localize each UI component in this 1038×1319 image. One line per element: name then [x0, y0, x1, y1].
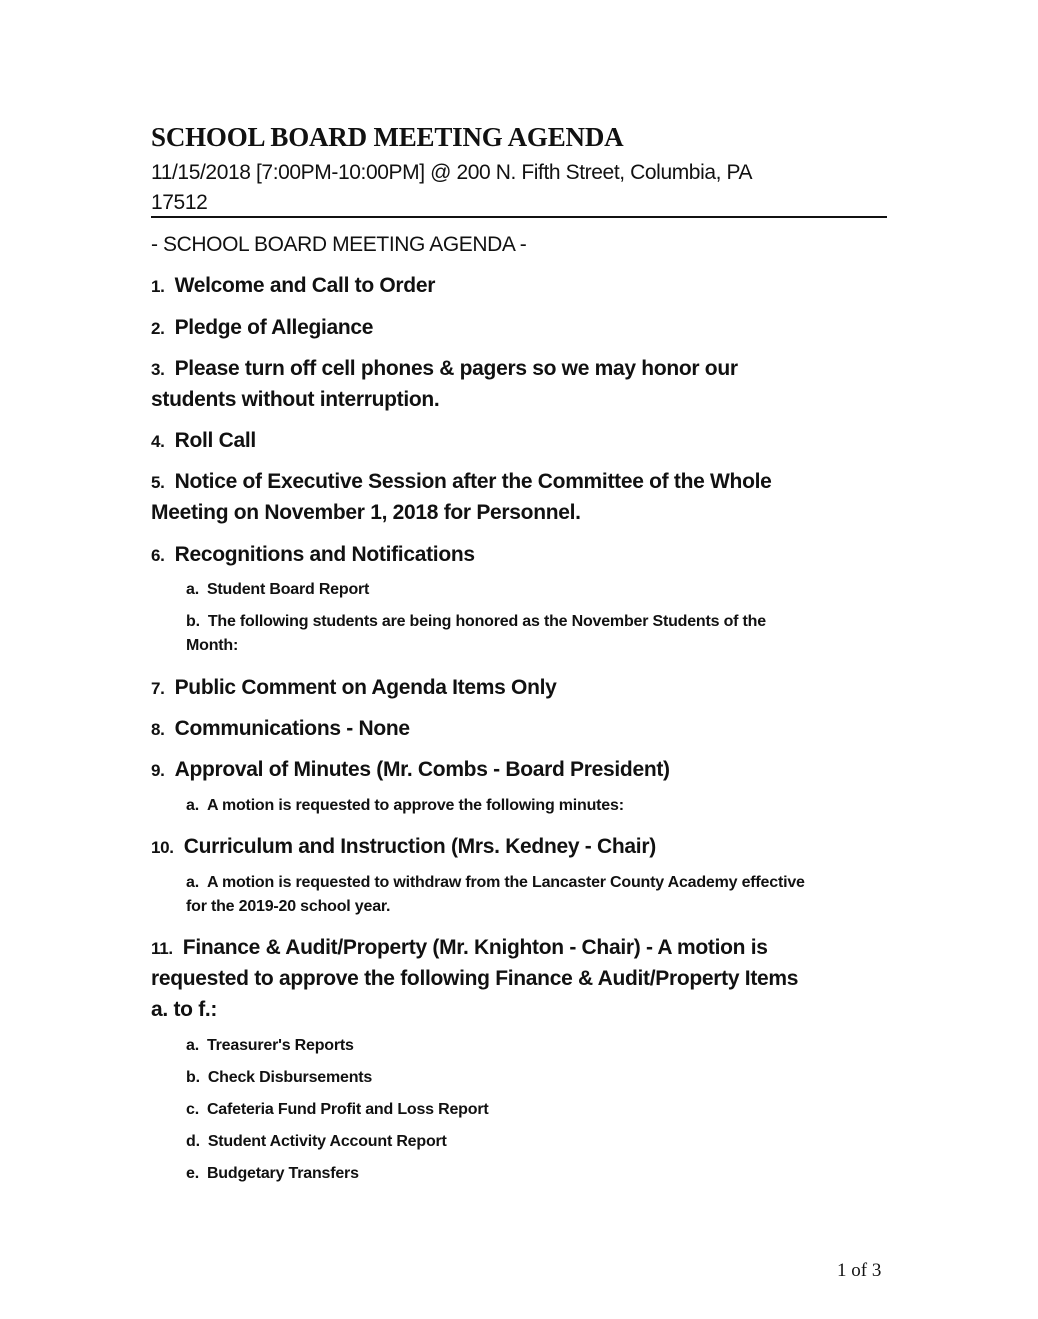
agenda-subtitle: - SCHOOL BOARD MEETING AGENDA - — [151, 233, 527, 256]
item-text: Please turn off cell phones & pagers so we may honor our — [174, 357, 738, 380]
subitem-text: Student Activity Account Report — [207, 1133, 447, 1150]
meeting-details: 11/15/2018 [7:00PM-10:00PM] @ 200 N. Fifth Street, Columbia, PA — [151, 161, 753, 184]
item-number: 4. — [151, 432, 165, 451]
subitem-letter: a. — [186, 1037, 199, 1054]
item-text: Pledge of Allegiance — [174, 316, 374, 339]
subitem-letter: a. — [186, 874, 199, 891]
subitem-text: The following students are being honored as the November Students of the — [207, 613, 766, 630]
subitem-text: Check Disbursements — [207, 1069, 373, 1086]
agenda-subitem-6a — [186, 578, 369, 602]
document-title: SCHOOL BOARD MEETING AGENDA — [151, 122, 624, 152]
item-number: 9. — [151, 761, 165, 780]
page-number: 1 of 3 — [837, 1260, 882, 1281]
agenda-item-10 — [151, 832, 656, 863]
subitem-letter: a. — [186, 581, 199, 598]
agenda-item-4 — [151, 426, 256, 457]
agenda-item-6 — [151, 540, 475, 571]
item-text: Approval of Minutes (Mr. Combs - Board President) — [174, 758, 670, 781]
subitem-text: A motion is requested to withdraw from the Lancaster County Academy effective — [206, 874, 805, 891]
agenda-subitem-10a — [186, 871, 805, 895]
agenda-item-1 — [151, 271, 435, 302]
item-text: Roll Call — [174, 429, 256, 452]
subitem-text: Treasurer's Reports — [206, 1037, 354, 1054]
item-text: Communications - None — [174, 717, 410, 740]
item-number: 6. — [151, 546, 165, 565]
agenda-item-5-cont: Meeting on November 1, 2018 for Personnel. — [151, 501, 581, 524]
agenda-item-8 — [151, 714, 410, 745]
subitem-letter: e. — [186, 1165, 199, 1182]
item-text: Notice of Executive Session after the Committee of the Whole — [174, 470, 772, 493]
item-text: Curriculum and Instruction (Mrs. Kedney - Chair) — [183, 835, 656, 858]
header-divider — [151, 216, 887, 218]
agenda-item-5 — [151, 467, 772, 498]
item-text: Finance & Audit/Property (Mr. Knighton - Chair) - A motion is — [182, 936, 768, 959]
item-number: 5. — [151, 473, 165, 492]
item-number: 3. — [151, 360, 165, 379]
agenda-subitem-11b — [186, 1066, 372, 1090]
agenda-item-7 — [151, 673, 557, 704]
agenda-item-11 — [151, 933, 768, 964]
item-number: 1. — [151, 277, 165, 296]
agenda-subitem-6b-cont: Month: — [186, 637, 239, 654]
agenda-item-9 — [151, 755, 670, 786]
agenda-subitem-6b — [186, 610, 766, 634]
item-number: 7. — [151, 679, 165, 698]
subitem-text: Budgetary Transfers — [206, 1165, 359, 1182]
subitem-letter: d. — [186, 1133, 200, 1150]
agenda-item-2 — [151, 313, 373, 344]
agenda-subitem-11c — [186, 1098, 488, 1122]
agenda-subitem-11d — [186, 1130, 447, 1154]
subitem-letter: c. — [186, 1101, 199, 1118]
item-number: 2. — [151, 319, 165, 338]
subitem-text: A motion is requested to approve the following minutes: — [206, 797, 624, 814]
subitem-letter: b. — [186, 1069, 200, 1086]
meeting-details-zip: 17512 — [151, 191, 208, 214]
item-number: 8. — [151, 720, 165, 739]
agenda-item-3 — [151, 354, 738, 385]
subitem-letter: a. — [186, 797, 199, 814]
item-text: Recognitions and Notifications — [174, 543, 475, 566]
item-number: 10. — [151, 838, 174, 857]
agenda-subitem-9a — [186, 794, 624, 818]
agenda-item-11-cont: a. to f.: — [151, 998, 218, 1021]
item-text: Welcome and Call to Order — [174, 274, 436, 297]
agenda-item-11-cont: requested to approve the following Finance & Audit/Property Items — [151, 967, 799, 990]
subitem-text: Student Board Report — [206, 581, 370, 598]
item-text: Public Comment on Agenda Items Only — [174, 676, 557, 699]
item-number: 11. — [151, 939, 173, 958]
agenda-subitem-11e — [186, 1162, 359, 1186]
agenda-subitem-10a-cont: for the 2019-20 school year. — [186, 898, 391, 915]
agenda-subitem-11a — [186, 1034, 354, 1058]
agenda-item-3-cont: students without interruption. — [151, 388, 440, 411]
subitem-letter: b. — [186, 613, 200, 630]
subitem-text: Cafeteria Fund Profit and Loss Report — [206, 1101, 489, 1118]
